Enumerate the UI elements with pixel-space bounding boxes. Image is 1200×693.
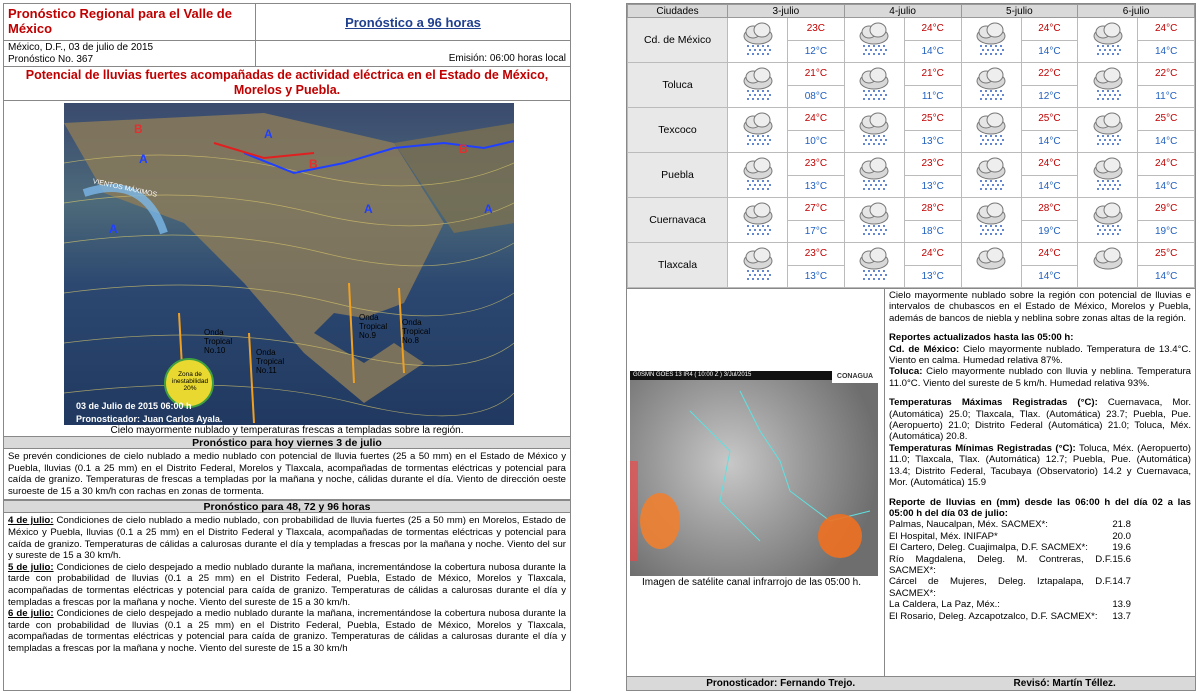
table-row (628, 108, 1195, 131)
min-temp: 08°C (788, 85, 845, 108)
city-name: Puebla (628, 153, 728, 198)
rain-title: Reporte de lluvias en (mm) desde las 06:00 h del día 02 a las 05:00 h del día 03 de julio: (889, 496, 1191, 519)
wave-11-label: Onda Tropical No.11 (256, 348, 285, 375)
min-temp: 14°C (1021, 265, 1078, 288)
tmin-report: Temperaturas Mínimas Registradas (°C): Toluca, Méx. (Aeropuerto) 11.0; Tlaxcala, Tlax. (Automática) 12.7; Puebla, Pue. (Automática) 13.4; Distrito Federal, Tacubaya (Observatorio) 14.2 y Cuernavaca, Mor. (Automática) 15.9 (889, 442, 1191, 489)
table-row (628, 63, 1195, 86)
rain-amount: 20.0 (1112, 530, 1131, 542)
max-temp: 22°C (1021, 63, 1078, 86)
rain-cloud-icon (844, 108, 904, 153)
rain-cloud-icon (961, 18, 1021, 63)
rain-place: Cárcel de Mujeres, Deleg. Iztapalapa, D.F. SACMEX*: (889, 576, 1113, 599)
max-temp: 23°C (788, 153, 845, 176)
rain-cloud-icon (728, 198, 788, 243)
max-temp: 25°C (1138, 108, 1195, 131)
max-temp: 23°C (904, 153, 961, 176)
map-date-caption: 03 de Julio de 2015 06:00 h (76, 401, 192, 411)
report-cdmx: Cd. de México: Cielo mayormente nublado. Temperatura de 13.4°C. Viento en calma. Humedad relativa 87%. (889, 343, 1191, 367)
max-temp: 29°C (1138, 198, 1195, 221)
rain-cloud-icon (844, 198, 904, 243)
max-temp: 24°C (904, 243, 961, 266)
min-temp: 13°C (788, 265, 845, 288)
rain-cloud-icon (1078, 63, 1138, 108)
days-band: Pronóstico para 48, 72 y 96 horas (4, 500, 570, 513)
rain-report-item (889, 599, 1191, 610)
city-name: Toluca (628, 63, 728, 108)
rain-cloud-icon (1078, 18, 1138, 63)
rain-cloud-icon (844, 63, 904, 108)
footer-forecaster: Pronosticador: Fernando Trejo. (706, 678, 856, 689)
table-row (628, 18, 1195, 41)
city-name: Texcoco (628, 108, 728, 153)
min-temp: 13°C (904, 130, 961, 153)
map-graphics (64, 103, 514, 433)
synoptic-map-section (4, 101, 570, 436)
min-temp: 14°C (1138, 130, 1195, 153)
synoptic-map (64, 103, 514, 433)
max-temp: 24°C (788, 108, 845, 131)
col-day: 5-julio (961, 5, 1078, 18)
jet-label: VIENTOS MÁXIMOS (91, 178, 158, 199)
rain-cloud-icon (844, 243, 904, 288)
wave-10-label: Onda Tropical No.10 (204, 328, 233, 355)
table-row (628, 153, 1195, 176)
satellite-image (630, 371, 878, 576)
max-temp: 24°C (904, 18, 961, 41)
min-temp: 14°C (904, 40, 961, 63)
rain-amount: 15.6 (1112, 553, 1131, 565)
conditions-text (885, 289, 1195, 683)
reports-title: Reportes actualizados hasta las 05:00 h: (889, 332, 1074, 344)
city-forecast-table (627, 4, 1195, 288)
rain-cloud-icon (1078, 108, 1138, 153)
max-temp: 24°C (1021, 153, 1078, 176)
summary: Cielo mayormente nublado sobre la región con potencial de lluvias e intervalos de chubascos en el Estado de México, Morelos y Puebla, además de bancos de niebla y neblina sobre zonas altas de la región. (889, 290, 1191, 324)
day-6-forecast: 6 de julio: Condiciones de cielo despejado a medio nublado durante la mañana, incrementándose la cobertura nubosa durante la tarde con probabilidad de lluvias (0.1 a 25 mm) en el Distrito Federal, Puebla, Estado de México, Morelos y Tlaxcala, acompañadas de tormentas eléctricas y potencial para caída de granizo. Temperaturas de cálidas a calurosas durante el día y templadas a frescas por la mañana y noche. Viento del sureste de 15 a 30 km/h (8, 608, 566, 654)
report-title: Pronóstico Regional para el Valle de México (4, 4, 256, 40)
svg-text:A: A (139, 152, 148, 166)
rain-cloud-icon (844, 18, 904, 63)
rain-cloud-icon (844, 153, 904, 198)
rain-cloud-icon (1078, 198, 1138, 243)
rain-cloud-icon (728, 63, 788, 108)
footer (627, 676, 1195, 690)
rain-place: Palmas, Naucalpan, Méx. SACMEX*: (889, 519, 1048, 531)
max-temp: 24°C (1138, 153, 1195, 176)
wave-9-label: Onda Tropical No.9 (359, 313, 388, 340)
cloud-icon (1078, 243, 1138, 288)
svg-text:B: B (459, 142, 468, 156)
max-temp: 25°C (1138, 243, 1195, 266)
today-band: Pronóstico para hoy viernes 3 de julio (4, 436, 570, 449)
satellite-caption: Imagen de satélite canal infrarrojo de las 05:00 h. (642, 577, 862, 588)
min-temp: 17°C (788, 220, 845, 243)
svg-text:B: B (309, 157, 318, 171)
rain-cloud-icon (728, 243, 788, 288)
max-temp: 24°C (1021, 243, 1078, 266)
rain-place: El Cartero, Deleg. Cuajimalpa, D.F. SACMEX*: (889, 542, 1088, 554)
max-temp: 27°C (788, 198, 845, 221)
min-temp: 11°C (904, 85, 961, 108)
city-name: Tlaxcala (628, 243, 728, 288)
max-temp: 21°C (904, 63, 961, 86)
min-temp: 13°C (788, 175, 845, 198)
min-temp: 14°C (1021, 40, 1078, 63)
min-temp: 12°C (1021, 85, 1078, 108)
max-temp: 21°C (788, 63, 845, 86)
rain-report-item (889, 531, 1191, 542)
min-temp: 10°C (788, 130, 845, 153)
max-temp: 28°C (1021, 198, 1078, 221)
rain-cloud-icon (728, 153, 788, 198)
wave-8-label: Onda Tropical No.8 (402, 318, 431, 345)
svg-text:A: A (109, 222, 118, 236)
max-temp: 24°C (1138, 18, 1195, 41)
max-temp: 23C (788, 18, 845, 41)
city-name: Cd. de México (628, 18, 728, 63)
svg-text:A: A (264, 127, 273, 141)
rain-report-item (889, 554, 1191, 577)
instability-zone-label: Zona de inestabilidad 20% (171, 371, 209, 392)
map-caption: Cielo mayormente nublado y temperaturas frescas a templadas sobre la región. (4, 425, 570, 436)
rain-place: Río Magdalena, Deleg. M. Contreras, D.F. SACMEX*: (889, 553, 1113, 576)
day-4-forecast: 4 de julio: Condiciones de cielo nublado a medio nublado, con probabilidad de lluvia fuertes (25 a 50 mm) en Morelos, Estado de México y Puebla, lluvias (0.1 a 25 mm) en el Distrito Federal y Tlaxcala, acompañadas de tormentas eléctricas y potencial para caída de granizo. Temperaturas de cálidas a calurosas durante el día y templadas a frescas por la mañana y noche. Viento del sur y sureste de 15 a 30 km/h. (8, 515, 566, 562)
rain-amount: 14.7 (1112, 576, 1131, 588)
max-temp: 23°C (788, 243, 845, 266)
forecast-96h-link[interactable]: Pronóstico a 96 horas (345, 14, 481, 30)
rain-cloud-icon (961, 153, 1021, 198)
rain-report-item (889, 519, 1191, 530)
satellite-section (627, 289, 885, 683)
min-temp: 13°C (904, 175, 961, 198)
col-day: 6-julio (1078, 5, 1195, 18)
headline: Potencial de lluvias fuertes acompañadas de actividad eléctrica en el Estado de México, Morelos y Puebla. (4, 67, 570, 101)
table-row (628, 198, 1195, 221)
satellite-overlay (630, 371, 878, 576)
col-day: 4-julio (844, 5, 961, 18)
min-temp: 13°C (904, 265, 961, 288)
max-temp: 28°C (904, 198, 961, 221)
left-page (3, 3, 571, 691)
max-temp: 25°C (1021, 108, 1078, 131)
rain-report-item (889, 576, 1191, 599)
svg-text:A: A (484, 202, 493, 216)
days-forecast (4, 513, 570, 656)
right-page (626, 3, 1196, 691)
day-5-forecast: 5 de julio: Condiciones de cielo despejado a medio nublado durante la mañana, incrementándose la cobertura nubosa durante la tarde con probabilidad de lluvias (0.1 a 25 mm) en el Distrito Federal, Puebla, Estado de México, Morelos y Tlaxcala, acompañadas de tormentas eléctricas y potencial para caída de granizo. Temperaturas de cálidas a calurosas durante el día y templadas a frescas por la mañana y noche. Viento del sureste de 15 a 30 km/h. (8, 561, 566, 608)
rain-place: El Rosario, Deleg. Azcapotzalco, D.F. SACMEX*: (889, 610, 1098, 622)
min-temp: 14°C (1138, 40, 1195, 63)
max-temp: 22°C (1138, 63, 1195, 86)
rain-report-item (889, 542, 1191, 553)
min-temp: 14°C (1138, 265, 1195, 288)
forecast-number: Pronóstico No. 367 (8, 54, 94, 65)
svg-text:A: A (364, 202, 373, 216)
rain-amount: 13.9 (1112, 599, 1131, 611)
svg-text:B: B (134, 122, 143, 136)
date-line: México, D.F., 03 de julio de 2015 (8, 42, 154, 53)
city-name: Cuernavaca (628, 198, 728, 243)
max-temp: 25°C (904, 108, 961, 131)
min-temp: 14°C (1021, 130, 1078, 153)
rain-amount: 19.6 (1112, 542, 1131, 554)
map-forecaster-caption: Pronosticador: Juan Carlos Ayala. (76, 414, 223, 424)
rain-place: El Hospital, Méx. INIFAP* (889, 530, 998, 542)
rain-cloud-icon (728, 18, 788, 63)
rain-cloud-icon (728, 108, 788, 153)
report-toluca: Toluca: Cielo mayormente nublado con lluvia y neblina. Temperatura 11.0°C. Viento del sureste de 5 km/h. Humedad relativa 93%. (889, 366, 1191, 389)
min-temp: 18°C (904, 220, 961, 243)
footer-reviewer: Revisó: Martín Téllez. (1013, 678, 1116, 689)
tmax-report: Temperaturas Máximas Registradas (°C): Cuernavaca, Mor. (Automática) 25.0; Tlaxcala, Tlax. (Automática) 23.7; Puebla, Pue. (Aeropuerto) 21.0; Distrito Federal (Automática) 21.0; Toluca, Méx. (Automática) 20.8. (889, 397, 1191, 443)
today-text: Se prevén condiciones de cielo nublado a medio nublado con potencial de lluvia fuertes (25 a 50 mm) en el Estado de México y Puebla, lluvias (0.1 a 25 mm) en el Distrito Federal, Morelos y Tlaxcala, acompañadas de tormentas eléctricas y potencial para caída de granizo. Temperaturas de frescas a templadas por la mañana y noche, cálidas durante el día. Viento de dirección oeste suroeste de 15 a 30 km/h con rachas en zonas de tormenta. (4, 449, 570, 500)
rain-amount: 13.7 (1112, 610, 1131, 622)
conagua-logo: CONAGUA (832, 371, 878, 383)
col-city: Ciudades (628, 5, 728, 18)
rain-list (889, 519, 1191, 622)
min-temp: 11°C (1138, 85, 1195, 108)
satellite-header: G0SMN GOES 13 IR4 ( 10:00 Z ) 3/Jul/2015 (630, 371, 878, 380)
min-temp: 19°C (1138, 220, 1195, 243)
max-temp: 24°C (1021, 18, 1078, 41)
table-row (628, 243, 1195, 266)
min-temp: 12°C (788, 40, 845, 63)
col-day: 3-julio (728, 5, 845, 18)
rain-cloud-icon (1078, 153, 1138, 198)
cloud-icon (961, 243, 1021, 288)
rain-cloud-icon (961, 108, 1021, 153)
rain-cloud-icon (961, 63, 1021, 108)
emission-time: Emisión: 06:00 horas local (448, 53, 566, 64)
min-temp: 14°C (1138, 175, 1195, 198)
min-temp: 14°C (1021, 175, 1078, 198)
min-temp: 19°C (1021, 220, 1078, 243)
rain-report-item (889, 611, 1191, 622)
rain-place: La Caldera, La Paz, Méx.: (889, 599, 1000, 611)
rain-amount: 21.8 (1112, 519, 1131, 531)
rain-cloud-icon (961, 198, 1021, 243)
